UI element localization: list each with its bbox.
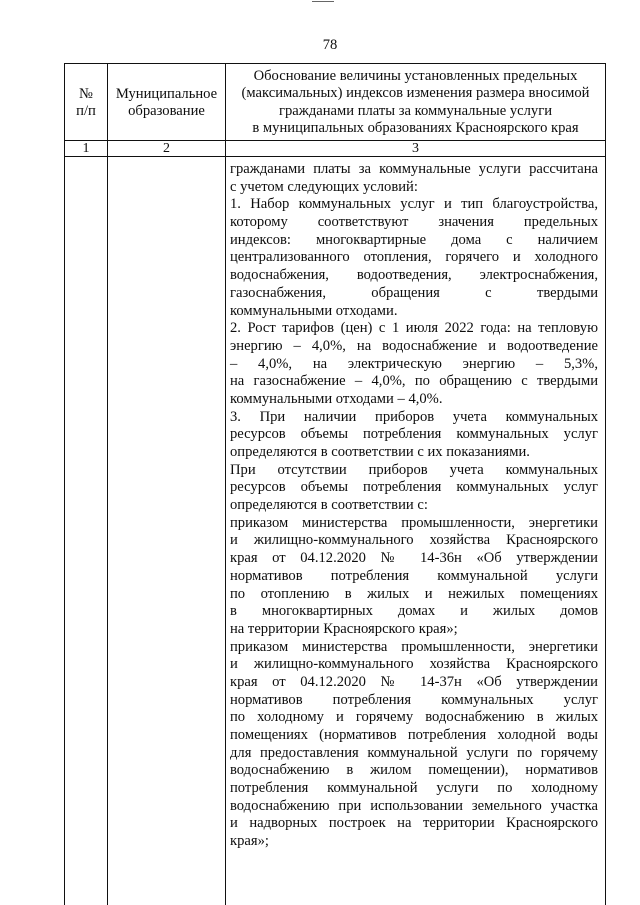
body-line: по отоплению в жилых и нежилых помещениях <box>230 585 598 602</box>
body-line: потребления коммунальной услуги по холодному <box>230 780 598 797</box>
header-line: п/п <box>76 103 96 120</box>
column-number: 2 <box>107 141 225 156</box>
body-line: коммунальными отходами. <box>230 302 398 319</box>
header-line: в муниципальных образованиях Красноярского края <box>252 120 579 137</box>
body-line: и надворных построек на территории Красноярского <box>230 815 598 832</box>
indices-table <box>64 63 606 905</box>
body-line: энергию – 4,0%, на водоснабжение и водоотведение <box>230 337 598 354</box>
header-cell-municipality <box>107 64 225 140</box>
body-line: ресурсов объемы потребления коммунальных услуг <box>230 479 598 496</box>
body-line: централизованного отопления, горячего и холодного <box>230 249 598 266</box>
header-cell-justification <box>225 64 605 140</box>
body-line: для предоставления коммунальной услуги по горячему <box>230 744 598 761</box>
body-line: края от 04.12.2020 № 14-37н «Об утверждении <box>230 673 598 690</box>
body-line: по холодному и горячему водоснабжению в жилых <box>230 709 598 726</box>
body-line: и жилищно-коммунального хозяйства Красноярского <box>230 656 598 673</box>
page-number: 78 <box>322 37 338 53</box>
body-line: с учетом следующих условий: <box>230 178 418 195</box>
header-line: № <box>79 86 93 102</box>
body-line: приказом министерства промышленности, энергетики <box>230 638 598 655</box>
header-line: гражданами платы за коммунальные услуги <box>278 102 553 119</box>
body-line: определяются в соответствии с: <box>230 497 428 514</box>
top-rule <box>312 1 334 2</box>
body-line: водоснабжению в жилом помещении), нормативов <box>230 762 598 779</box>
body-line: 2. Рост тарифов (цен) с 1 июля 2022 года: на тепловую <box>230 320 598 337</box>
body-line: ресурсов объемы потребления коммунальных услуг <box>230 426 598 443</box>
body-line: на территории Красноярского края»; <box>230 620 458 637</box>
body-line: водоснабжения, водоотведения, электроснабжения, <box>230 267 598 284</box>
body-line: приказом министерства промышленности, энергетики <box>230 514 598 531</box>
body-line: определяются в соответствии с их показаниями. <box>230 444 530 460</box>
body-line: водоснабжению при использовании земельного участка <box>230 797 598 814</box>
body-line: гражданами платы за коммунальные услуги рассчитана <box>230 161 598 177</box>
table-cell-justification <box>225 157 605 905</box>
table-row <box>65 157 605 905</box>
body-line: индексов: многоквартирные дома с наличием <box>230 231 598 248</box>
header-line: Обоснование величины установленных предельных <box>253 68 578 84</box>
column-number: 1 <box>82 141 90 156</box>
body-line: нормативов потребления коммунальной услуги <box>230 567 598 584</box>
body-line: При отсутствии приборов учета коммунальных <box>230 461 598 478</box>
header-line: Муниципальное <box>115 86 218 102</box>
body-line: и жилищно-коммунального хозяйства Красноярского <box>230 532 598 549</box>
body-line: в многоквартирных домах и жилых домов <box>230 603 598 620</box>
body-line: 1. Набор коммунальных услуг и тип благоустройства, <box>230 196 598 213</box>
header-line: образование <box>128 103 205 120</box>
table-header-row <box>65 64 605 141</box>
column-number: 3 <box>225 141 605 156</box>
body-line: коммунальными отходами – 4,0%. <box>230 390 443 407</box>
header-cell-number <box>65 64 107 140</box>
body-line: нормативов потребления коммунальных услуг <box>230 691 598 708</box>
body-line: края от 04.12.2020 № 14-36н «Об утверждении <box>230 550 598 567</box>
body-line: которому соответствуют значения предельных <box>230 214 598 231</box>
table-cell-municipality <box>107 157 225 905</box>
header-line: (максимальных) индексов изменения размера вносимой <box>241 85 590 102</box>
body-line: – 4,0%, на электрическую энергию – 5,3%, <box>230 355 598 372</box>
body-line: на газоснабжение – 4,0%, по обращению с твердыми <box>230 373 598 390</box>
body-line: помещениях (нормативов потребления холодной воды <box>230 727 598 743</box>
body-line: края»; <box>230 833 269 850</box>
body-line: газоснабжения, обращения с твердыми <box>230 284 598 301</box>
table-cell-number <box>65 157 107 905</box>
body-line: 3. При наличии приборов учета коммунальных <box>230 408 598 425</box>
column-number-row <box>65 141 605 157</box>
